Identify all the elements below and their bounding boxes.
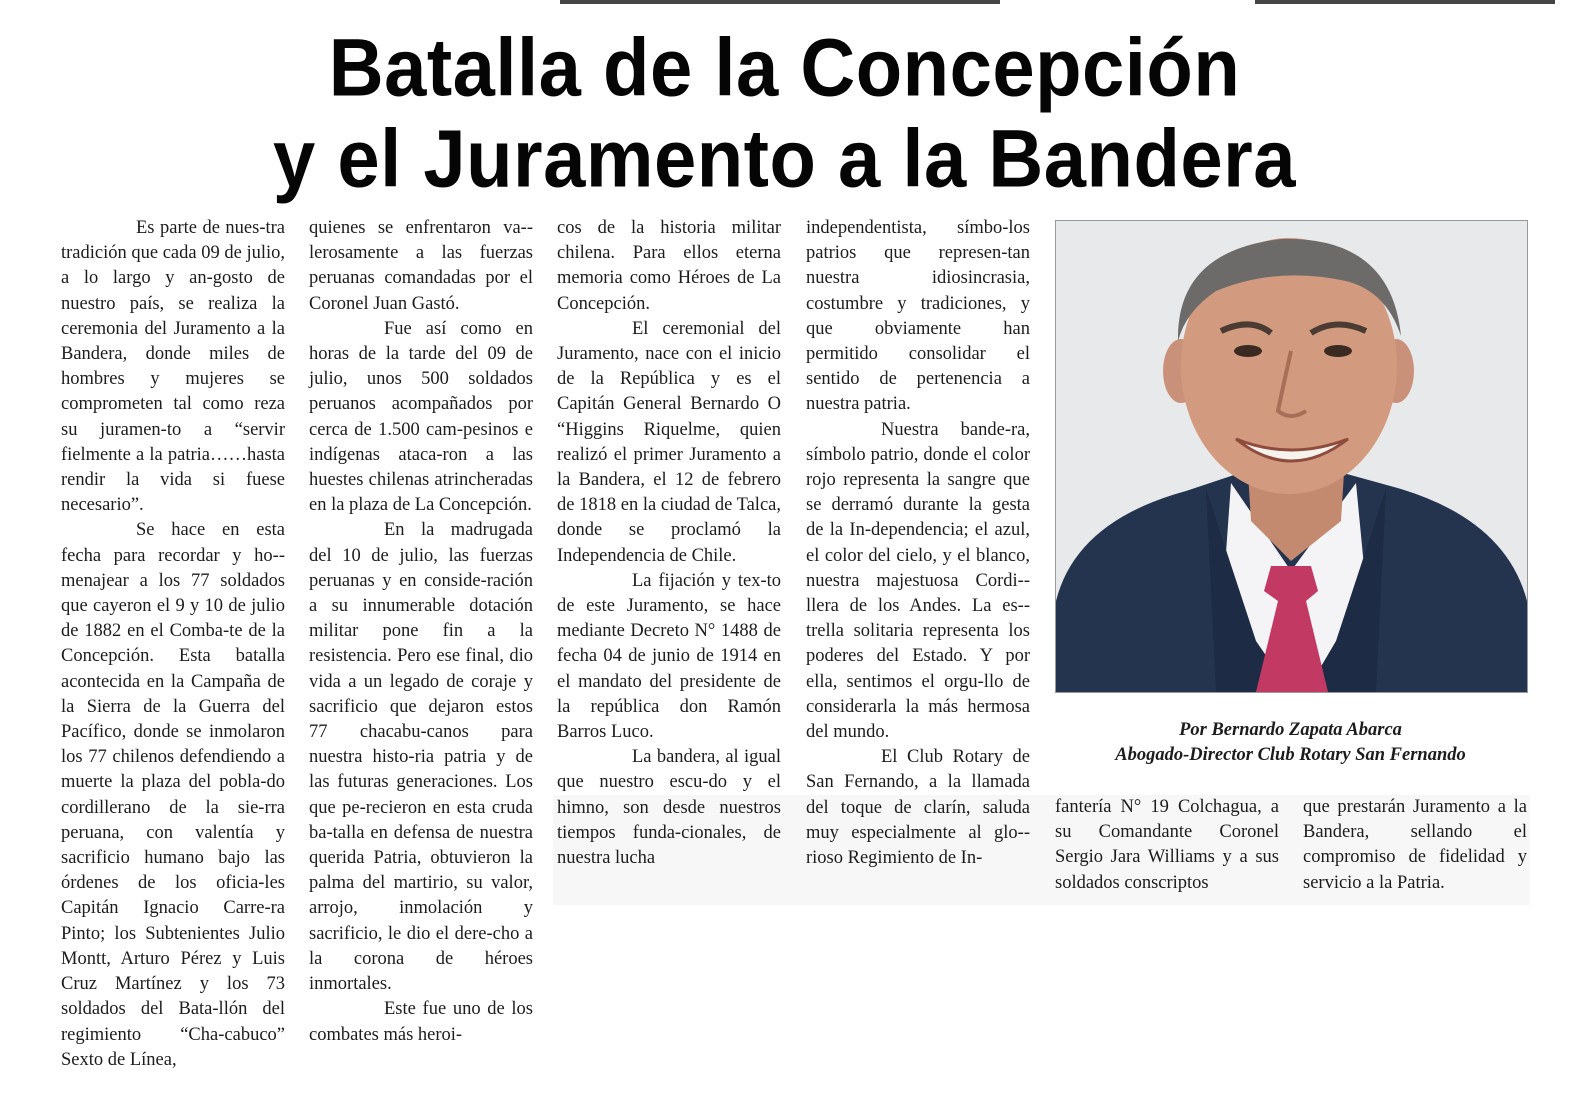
headline-line-2: y el Juramento a la Bandera (272, 112, 1297, 205)
paragraph: El Club Rotary de San Fernando, a la llamada del toque de clarín, saluda muy especialmente al glo-rioso Regimiento de In- (806, 747, 1030, 869)
paragraph: Nuestra bande-ra, símbolo patrio, donde el color rojo representa la sangre que se derramó durante la gesta de la In-dependencia; el azul, el color del cielo, y el blanco, nuestra majestuosa Cordi-llera de los Andes. La es-trella solitaria representa los poderes del Estado. Y por ella, sentimos el orgu-llo de considerarla la más hermosa del mundo. (806, 419, 1030, 743)
paragraph: fantería N° 19 Colchagua, a su Comandante Coronel Sergio Jara Williams y a sus soldados conscriptos (1055, 797, 1279, 893)
author-portrait-icon (1056, 221, 1527, 692)
author-photo (1055, 220, 1528, 693)
byline-author: Por Bernardo Zapata Abarca (1179, 720, 1402, 740)
byline-role: Abogado-Director Club Rotary San Fernando (1115, 745, 1466, 765)
article-column-1 (61, 216, 285, 1073)
paragraph: En la madrugada del 10 de julio, las fuerzas peruanas y en conside-ración a su innumerable dotación militar pone fin a la resistencia. Pero ese final, dio vida a un legado de coraje y sacrificio que dejaron estos 77 chacabu-canos para nuestra histo-ria patria y de las futuras generaciones. Los que pe-recieron en esta cruda ba-talla en defensa de nuestra querida Patria, obtuvieron la palma del martirio, su valor, arrojo, inmolación y sacrificio, le dio el dere-cho a la corona de héroes inmortales. (309, 520, 533, 995)
headline (0, 23, 1569, 204)
paragraph: La bandera, al igual que nuestro escu-do y el himno, son desde nuestros tiempos funda-cionales, de nuestra lucha (557, 747, 781, 869)
article-column-4 (806, 216, 1030, 871)
article-column-6 (1303, 795, 1527, 896)
paragraph: que prestarán Juramento a la Bandera, sellando el compromiso de fidelidad y servicio a la Patria. (1303, 797, 1527, 893)
paragraph: cos de la historia militar chilena. Para ellos eterna memoria como Héroes de La Concepción. (557, 218, 781, 314)
article-column-5 (1055, 795, 1279, 896)
paragraph: Fue así como en horas de la tarde del 09 de julio, unos 500 soldados peruanos acompañados por cerca de 1.500 cam-pesinos e indígenas ataca-ron a las huestes chilenas atrincheradas en la plaza de La Concepción. (309, 318, 533, 516)
article-column-2 (309, 216, 533, 1048)
paragraph: El ceremonial del Juramento, nace con el inicio de la República y es el Capitán General Bernardo O “Higgins Riquelme, quien realizó el primer Juramento a la Bandera, el 12 de febrero de 1818 en la ciudad de Talca, donde se proclamó la Independencia de Chile. (557, 318, 781, 566)
paragraph: Este fue uno de los combates más heroi- (309, 999, 533, 1045)
article-column-3 (557, 216, 781, 871)
paragraph: La fijación y tex-to de este Juramento, se hace mediante Decreto N° 1488 de fecha 04 de junio de 1914 en el mandato del presidente de la república don Ramón Barros Luco. (557, 570, 781, 743)
headline-line-1: Batalla de la Concepción (328, 22, 1241, 115)
top-rule-right (1255, 0, 1555, 4)
paragraph: independentista, símbo-los patrios que represen-tan nuestra idiosincrasia, costumbre y tradiciones, y que obviamente han permitido consolidar el sentido de pertenencia a nuestra patria. (806, 218, 1030, 415)
top-rule-left (560, 0, 1000, 4)
paragraph: Es parte de nues-tra tradición que cada 09 de julio, a lo largo y an-gosto de nuestro país, se realiza la ceremonia del Juramento a la Bandera, donde miles de hombres y mujeres se comprometen tal como reza su juramen-to a “servir fielmente a la patria……hasta rendir la vida si fuese necesario”. (61, 218, 285, 516)
paragraph: quienes se enfrentaron va-lerosamente a las fuerzas peruanas comandadas por el Coronel Juan Gastó. (309, 218, 533, 314)
paragraph: Se hace en esta fecha para recordar y ho-menajear a los 77 soldados que cayeron el 9 y 10 de julio de 1882 en el Comba-te de la Concepción. Esta batalla acontecida en la Campaña de la Sierra de la Guerra del Pacífico, donde se inmolaron los 77 chilenos defendiendo a muerte la plaza del pobla-do cordillerano de la sie-rra peruana, con valentía y sacrificio humano bajo las órdenes de los oficia-les Capitán Ignacio Carre-ra Pinto; los Subtenientes Julio Montt, Arturo Pérez y Luis Cruz Martínez y los 73 soldados del Bata-llón del regimiento “Cha-cabuco” Sexto de Línea, (61, 520, 285, 1070)
byline (1055, 718, 1526, 768)
